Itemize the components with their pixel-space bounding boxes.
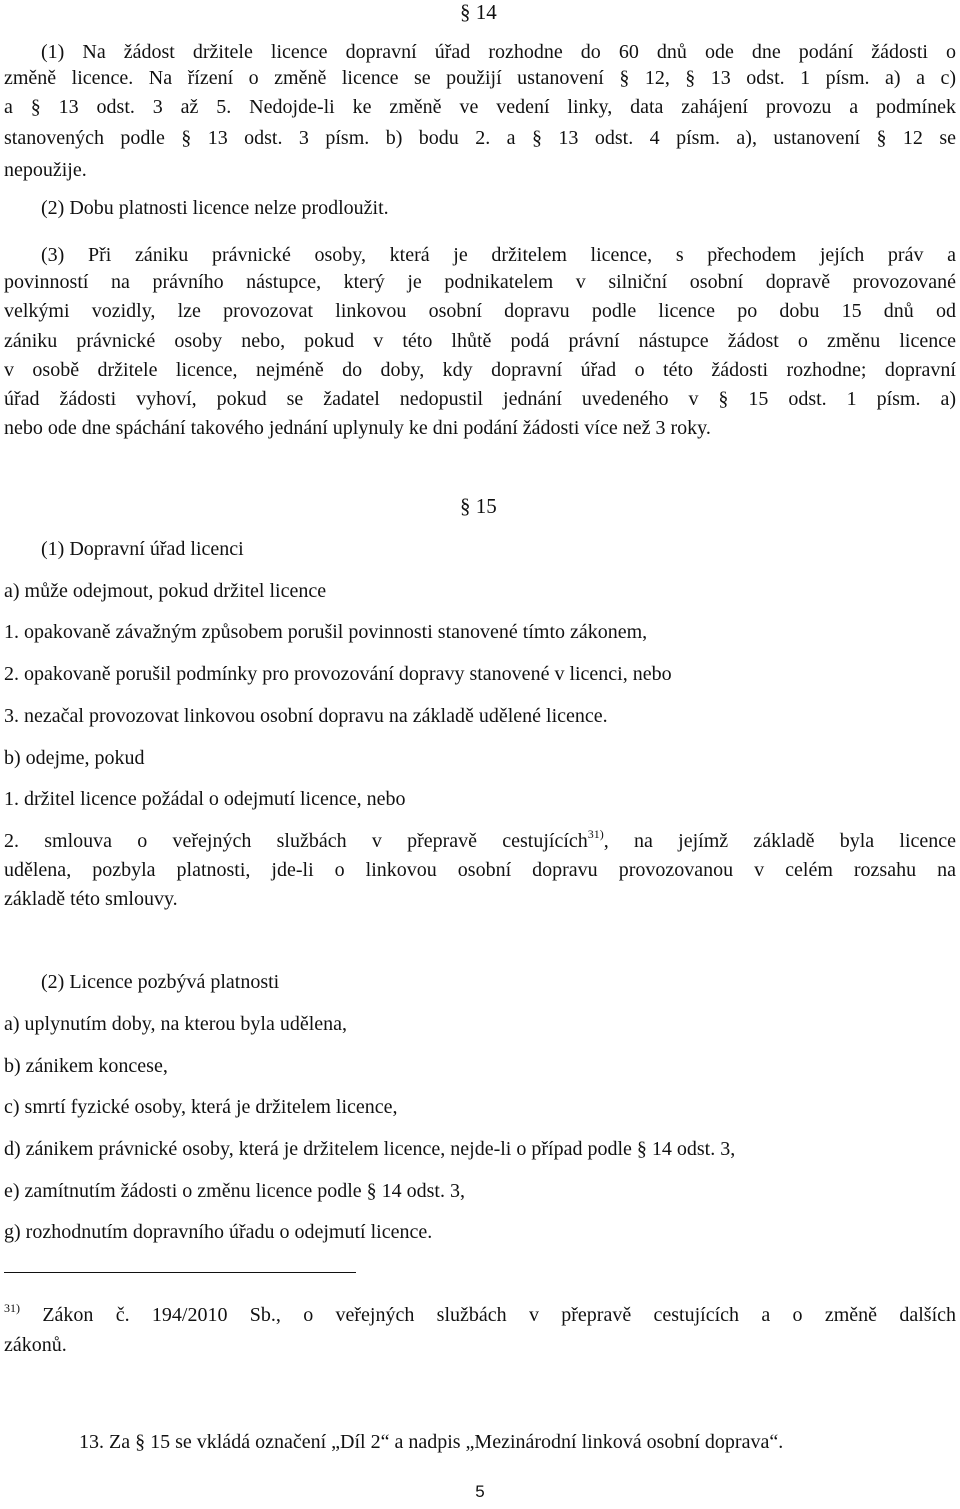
amendment-point: 13. Za § 15 se vkládá označení „Díl 2“ a nadpis „Mezinárodní linková osobní doprava“. — [79, 1431, 784, 1453]
text-line: nepoužije. — [4, 159, 87, 181]
list-item: c) smrtí fyzické osoby, která je držitelem licence, — [4, 1096, 398, 1118]
list-item: 3. nezačal provozovat linkovou osobní dopravu na základě udělené licence. — [4, 705, 608, 727]
section-15-paragraph-2-intro: (2) Licence pozbývá platnosti — [41, 971, 280, 993]
list-item: g) rozhodnutím dopravního úřadu o odejmutí licence. — [4, 1221, 433, 1243]
text-line: (3) Při zániku právnické osoby, která je držitelem licence, s přechodem jejích práv a — [41, 244, 956, 266]
section-15-heading: § 15 — [460, 494, 497, 518]
text-line: základě této smlouvy. — [4, 888, 178, 910]
list-item: b) zánikem koncese, — [4, 1055, 168, 1077]
text-line: a § 13 odst. 3 až 5. Nedojde-li ke změně ve vedení linky, data zahájení provozu a podmínek — [4, 96, 956, 118]
list-item: a) uplynutím doby, na kterou byla udělena, — [4, 1013, 348, 1035]
list-item: d) zánikem právnické osoby, která je držitelem licence, nejde-li o případ podle § 14 odst. 3, — [4, 1138, 736, 1160]
text-line: velkými vozidly, lze provozovat linkovou osobní dopravu podle licence po dobu 15 dnů od — [4, 300, 956, 322]
text-line: zákonů. — [4, 1334, 67, 1356]
text-line: úřad žádosti vyhoví, pokud se žadatel nedopustil jednání uvedeného v § 15 odst. 1 písm. a) — [4, 388, 956, 410]
text-line: v osobě držitele licence, nejméně do doby, kdy dopravní úřad o této žádosti rozhodne; dopravní — [4, 359, 956, 381]
page-number: 5 — [475, 1482, 485, 1501]
list-item: 1. držitel licence požádal o odejmutí licence, nebo — [4, 788, 406, 810]
text-run: , na jejímž základě byla licence — [603, 830, 957, 852]
footnote-reference: 31) — [587, 827, 604, 841]
section-14-paragraph-2: (2) Dobu platnosti licence nelze prodloužit. — [41, 197, 389, 219]
text-run: 2. smlouva o veřejných službách v přepravě cestujících — [4, 830, 588, 852]
section-14-heading: § 14 — [460, 0, 497, 24]
text-line: povinností na právního nástupce, který je podnikatelem v silniční osobní dopravě provozované — [4, 271, 956, 293]
text-run: Zákon č. 194/2010 Sb., o veřejných službách v přepravě cestujících a o změně dalších — [42, 1304, 956, 1326]
section-15-paragraph-1-intro: (1) Dopravní úřad licenci — [41, 538, 244, 560]
text-line: změně licence. Na řízení o změně licence se použijí ustanovení § 12, § 13 odst. 1 písm. a) a c) — [4, 67, 956, 89]
list-item: 2. opakovaně porušil podmínky pro provozování dopravy stanovené v licenci, nebo — [4, 663, 672, 685]
list-item: e) zamítnutím žádosti o změnu licence podle § 14 odst. 3, — [4, 1180, 465, 1202]
text-line: (1) Na žádost držitele licence dopravní úřad rozhodne do 60 dnů ode dne podání žádosti o — [41, 41, 956, 63]
footnote-mark: 31) — [4, 1301, 20, 1315]
text-line — [4, 1299, 956, 1332]
footnote-separator — [4, 1272, 356, 1273]
item-b-intro: b) odejme, pokud — [4, 747, 145, 769]
item-a-intro: a) může odejmout, pokud držitel licence — [4, 580, 327, 602]
text-line: zániku právnické osoby nebo, pokud v této lhůtě podá právní nástupce žádost o změnu licence — [4, 330, 956, 352]
text-line: stanovených podle § 13 odst. 3 písm. b) bodu 2. a § 13 odst. 4 písm. a), ustanovení § 12 se — [4, 127, 956, 149]
text-line: nebo ode dne spáchání takového jednání uplynuly ke dni podání žádosti více než 3 roky. — [4, 417, 711, 439]
list-item: 1. opakovaně závažným způsobem porušil povinnosti stanovené tímto zákonem, — [4, 621, 648, 643]
text-line: udělena, pozbyla platnosti, jde-li o linkovou osobní dopravu provozovanou v celém rozsahu na — [4, 859, 956, 881]
